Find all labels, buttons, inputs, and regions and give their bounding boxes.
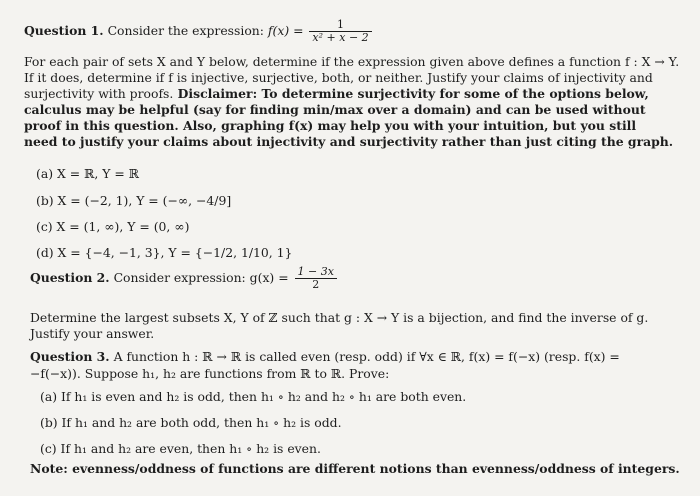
q3-note: Note: evenness/oddness of functions are different notions than evenness/oddness of integers. xyxy=(30,461,680,476)
q3-part-a: (a) If h₁ is even and h₂ is odd, then h₁ ∘ h₂ and h₂ ∘ h₁ are both even. xyxy=(40,389,467,404)
q3-line-2: −f(−x)). Suppose h₁, h₂ are functions from ℝ to ℝ. Prove: xyxy=(30,366,390,381)
q2-heading: Question 2. xyxy=(30,270,110,285)
q1-part-d: (d) X = {−4, −1, 3}, Y = {−1/2, 1/10, 1} xyxy=(36,245,293,260)
q1-fraction-numerator: 1 xyxy=(337,18,345,31)
q1-disclaimer-line-3: proof in this question. Also, graphing f(x) may help you with your intuition, but you still xyxy=(24,118,637,133)
q1-paragraph-line-3a: surjectivity with proofs. xyxy=(24,86,174,101)
q2-paragraph-line-2: Justify your answer. xyxy=(30,326,155,341)
q1-disclaimer-line-2: calculus may be helpful (say for finding min/max over a domain) and can be used without xyxy=(24,102,646,117)
q1-disclaimer-line-4: need to justify your claims about injectivity and surjectivity rather than just citing the graph. xyxy=(24,134,674,149)
q2-fraction xyxy=(295,266,337,291)
q3-heading: Question 3. xyxy=(30,349,110,364)
q1-paragraph-line-3 xyxy=(24,86,649,101)
q2-fraction-denominator: 2 xyxy=(295,278,337,291)
q1-part-b: (b) X = (−2, 1), Y = (−∞, −4/9] xyxy=(36,193,232,208)
q1-fraction xyxy=(309,19,371,44)
q1-paragraph-line-2: If it does, determine if f is injective, surjective, both, or neither. Justify your claims of injectivity and xyxy=(24,70,653,85)
q1-intro: Consider the expression: xyxy=(103,23,268,38)
q1-fx: f(x) = xyxy=(267,23,308,38)
q2-paragraph-line-1: Determine the largest subsets X, Y of ℤ such that g : X → Y is a bijection, and find the inverse of g. xyxy=(30,310,649,325)
q3-part-b: (b) If h₁ and h₂ are both odd, then h₁ ∘ h₂ is odd. xyxy=(40,415,342,430)
q1-paragraph-line-1: For each pair of sets X and Y below, determine if the expression given above defines a function f : X → Y. xyxy=(24,54,680,69)
q1-part-c: (c) X = (1, ∞), Y = (0, ∞) xyxy=(36,219,190,234)
q1-header xyxy=(24,19,374,44)
q1-heading: Question 1. xyxy=(24,23,104,38)
q2-header xyxy=(30,266,339,291)
q2-intro: Consider expression: g(x) = xyxy=(109,270,293,285)
q1-fraction-denominator: x² + x − 2 xyxy=(309,31,371,44)
q3-line-1 xyxy=(30,349,620,364)
q1-disclaimer-start: Disclaimer: To determine surjectivity for some of the options below, xyxy=(173,86,649,101)
q1-part-a: (a) X = ℝ, Y = ℝ xyxy=(36,166,139,181)
q3-definition: A function h : ℝ → ℝ is called even (resp. odd) if ∀x ∈ ℝ, f(x) = f(−x) (resp. f(x) = xyxy=(109,349,620,364)
q3-part-c: (c) If h₁ and h₂ are even, then h₁ ∘ h₂ is even. xyxy=(40,441,321,456)
q2-fraction-numerator: 1 − 3x xyxy=(297,265,334,278)
